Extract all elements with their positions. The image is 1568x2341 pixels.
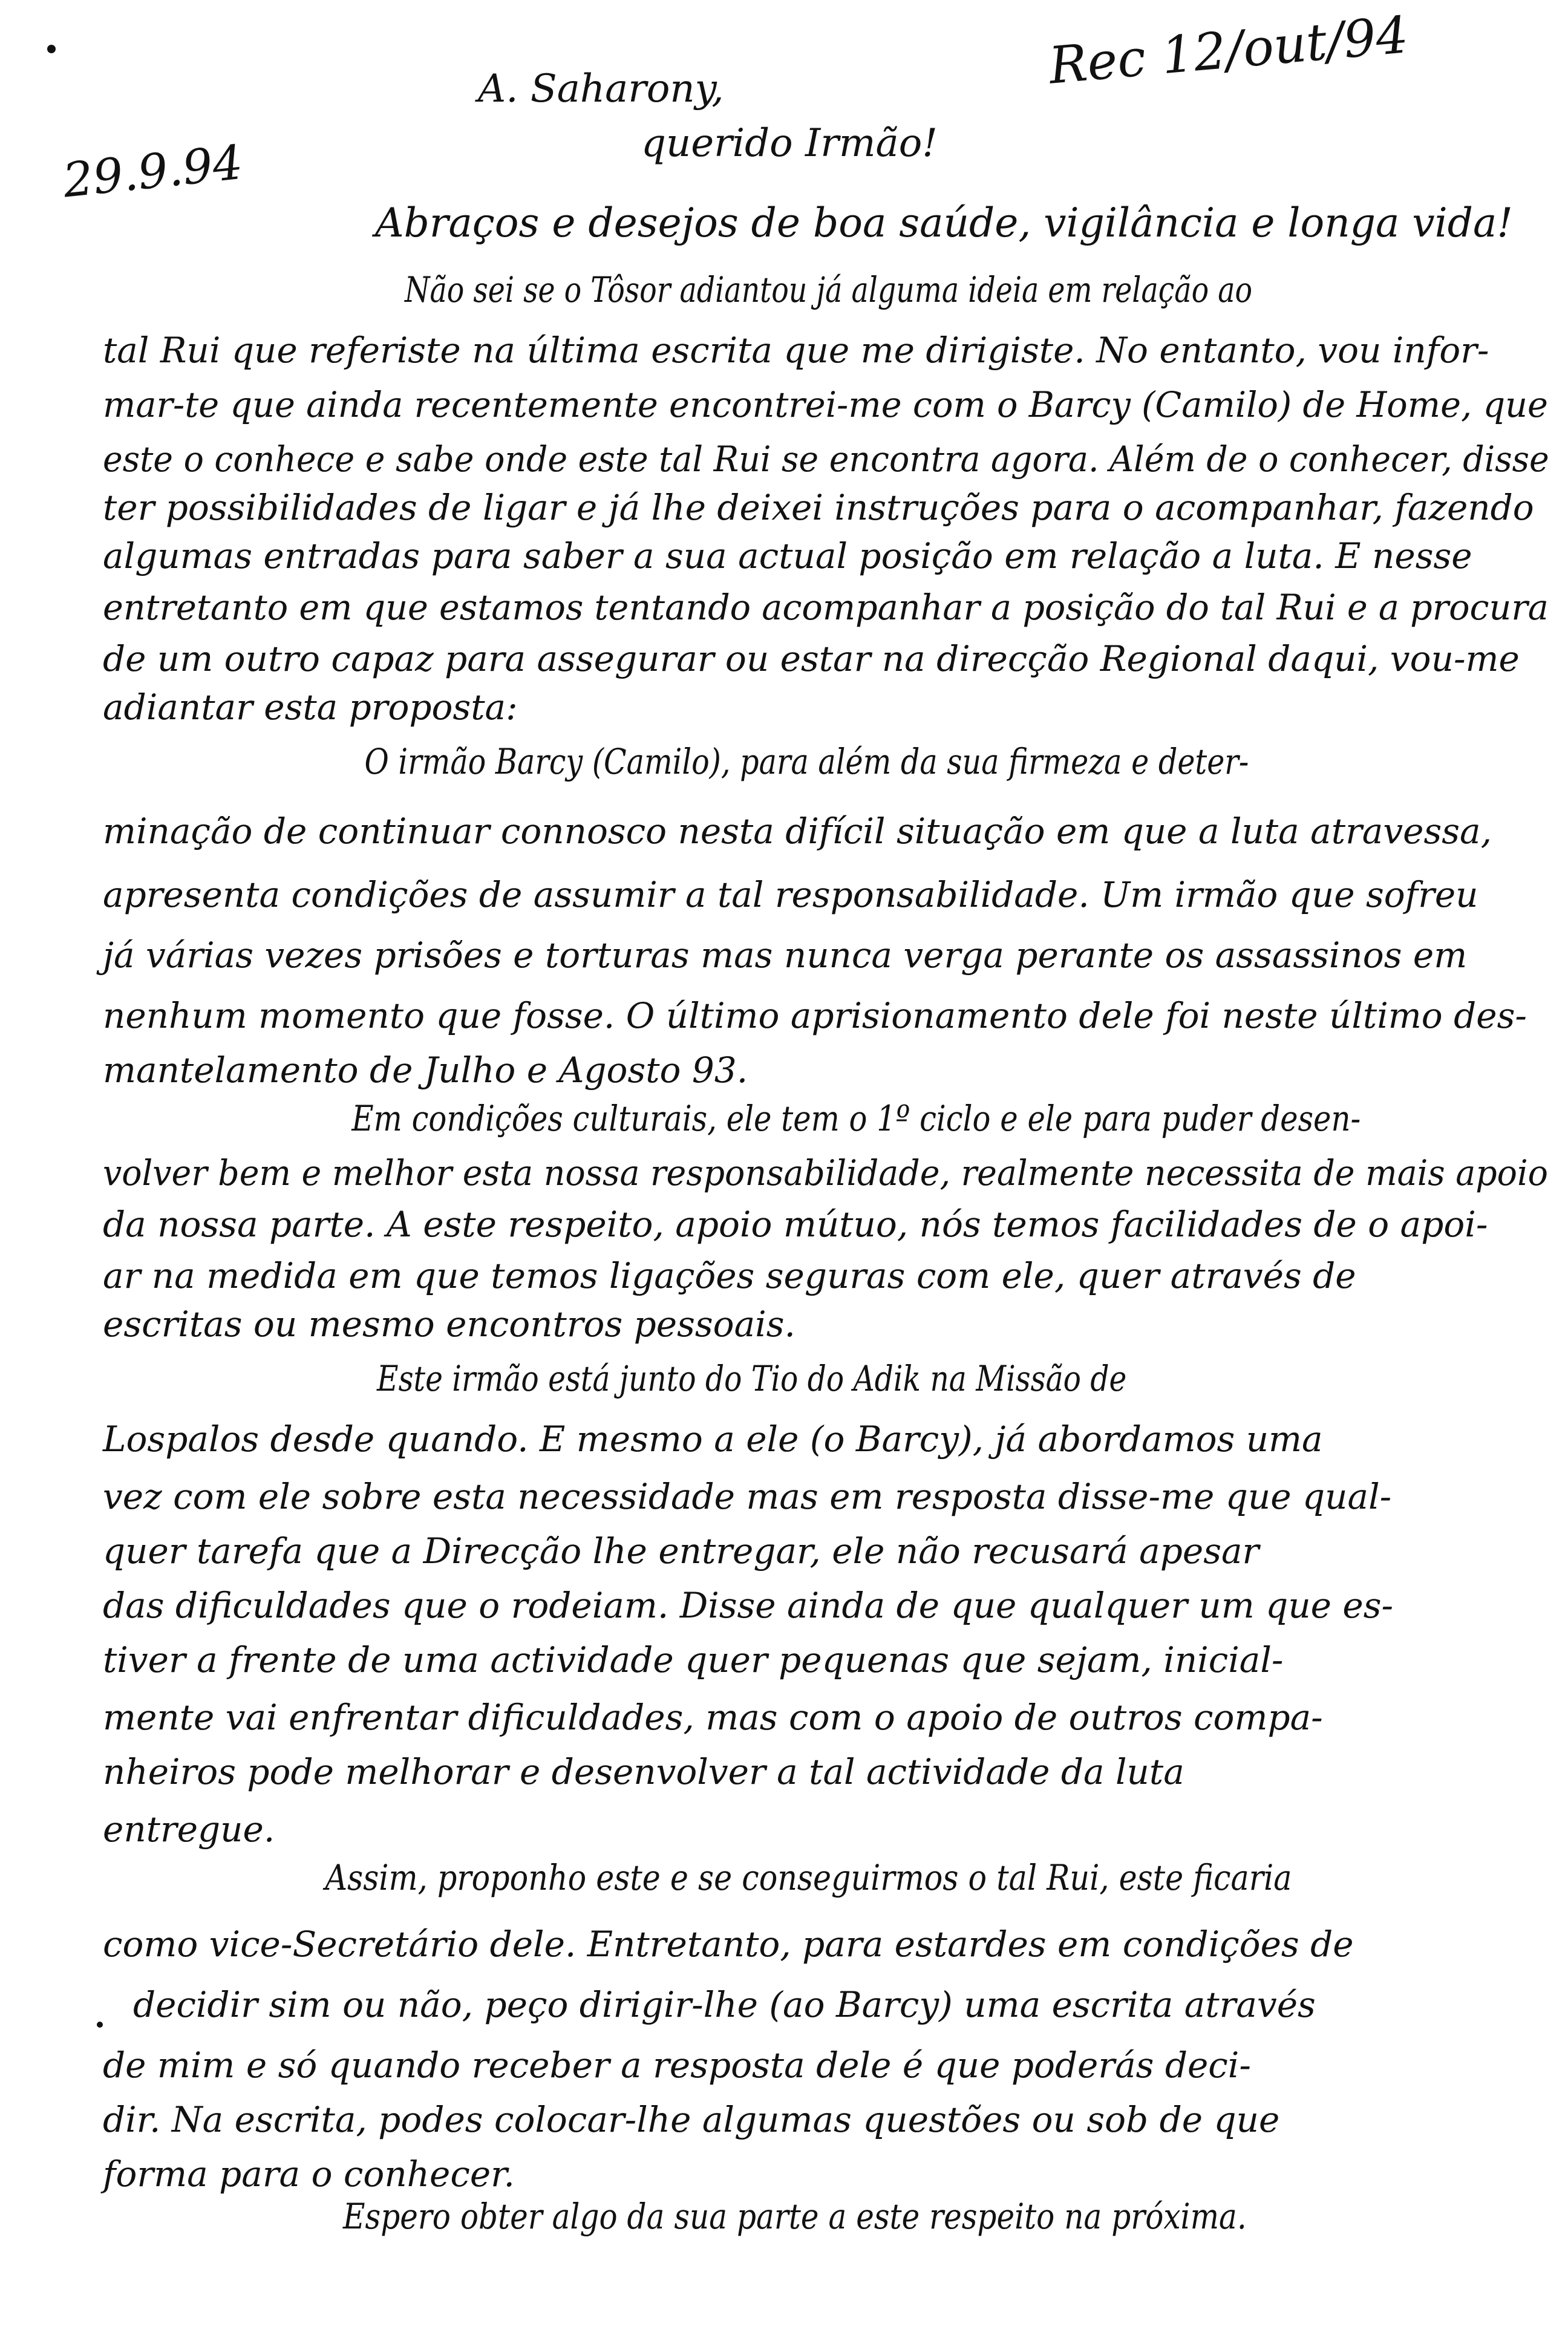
body-line: escritas ou mesmo encontros pessoais. bbox=[103, 1304, 795, 1345]
body-line: apresenta condições de assumir a tal responsabilidade. Um irmão que sofreu bbox=[103, 874, 1478, 915]
body-line: adiantar esta proposta: bbox=[103, 687, 518, 728]
body-line: este o conhece e sabe onde este tal Rui se encontra agora. Além de o conhecer, disse bbox=[103, 439, 1549, 480]
body-line: minação de continuar connosco nesta difícil situação em que a luta atravessa, bbox=[103, 811, 1492, 852]
body-line: ar na medida em que temos ligações seguras com ele, quer através de bbox=[103, 1255, 1356, 1296]
body-line: como vice-Secretário dele. Entretanto, para estardes em condições de bbox=[103, 1924, 1354, 1965]
ink-dot bbox=[97, 2022, 103, 2028]
body-line: algumas entradas para saber a sua actual posição em relação a luta. E nesse bbox=[103, 535, 1472, 576]
body-line: já várias vezes prisões e torturas mas nunca verga perante os assassinos em bbox=[103, 935, 1468, 976]
body-line: mente vai enfrentar dificuldades, mas com o apoio de outros compa- bbox=[103, 1697, 1323, 1738]
body-line: nheiros pode melhorar e desenvolver a tal actividade da luta bbox=[103, 1751, 1184, 1792]
body-line: tal Rui que referiste na última escrita que me dirigiste. No entanto, vou infor- bbox=[103, 330, 1489, 371]
body-line: O irmão Barcy (Camilo), para além da sua firmeza e deter- bbox=[364, 741, 1249, 782]
body-line: das dificuldades que o rodeiam. Disse ainda de que qualquer um que es- bbox=[103, 1585, 1394, 1626]
body-line: Não sei se o Tôsor adiantou já alguma ideia em relação ao bbox=[404, 269, 1253, 310]
body-line: Este irmão está junto do Tio do Adik na Missão de bbox=[377, 1358, 1127, 1399]
body-line: nenhum momento que fosse. O último aprisionamento dele foi neste último des- bbox=[103, 995, 1527, 1036]
body-line: da nossa parte. A este respeito, apoio mútuo, nós temos facilidades de o apoi- bbox=[103, 1204, 1488, 1245]
body-line: quer tarefa que a Direcção lhe entregar, ele não recusará apesar bbox=[103, 1530, 1259, 1572]
body-line: Assim, proponho este e se conseguirmos o tal Rui, este ficaria bbox=[325, 1857, 1292, 1898]
body-line: entregue. bbox=[103, 1809, 275, 1850]
ink-dot bbox=[47, 45, 56, 53]
body-line: decidir sim ou não, peço dirigir-lhe (ao Barcy) uma escrita através bbox=[133, 1984, 1316, 2025]
body-line: de mim e só quando receber a resposta dele é que poderás deci- bbox=[103, 2045, 1251, 2086]
body-line: mar-te que ainda recentemente encontrei-me com o Barcy (Camilo) de Home, que bbox=[103, 384, 1548, 425]
received-note: Rec 12/out/94 bbox=[1047, 5, 1411, 96]
body-line: ter possibilidades de ligar e já lhe deixei instruções para o acompanhar, fazendo bbox=[103, 487, 1534, 528]
body-line: de um outro capaz para assegurar ou estar na direcção Regional daqui, vou-me bbox=[103, 638, 1520, 679]
body-line: mantelamento de Julho e Agosto 93. bbox=[103, 1050, 748, 1091]
body-line: entretanto em que estamos tentando acompanhar a posição do tal Rui e a procura bbox=[103, 587, 1549, 628]
body-line: Espero obter algo da sua parte a este respeito na próxima. bbox=[342, 2196, 1247, 2237]
body-line: dir. Na escrita, podes colocar-lhe algumas questões ou sob de que bbox=[103, 2099, 1280, 2140]
greeting: Abraços e desejos de boa saúde, vigilância e longa vida! bbox=[375, 200, 1513, 246]
recipient-name: A. Saharony, bbox=[478, 67, 724, 111]
body-line: Lospalos desde quando. E mesmo a ele (o Barcy), já abordamos uma bbox=[103, 1419, 1323, 1460]
body-line: volver bem e melhor esta nossa responsabilidade, realmente necessita de mais apoio bbox=[103, 1152, 1548, 1193]
body-line: Em condições culturais, ele tem o 1º ciclo e ele para puder desen- bbox=[351, 1098, 1361, 1139]
letter-date: 29.9.94 bbox=[60, 135, 246, 209]
body-line: vez com ele sobre esta necessidade mas em resposta disse-me que qual- bbox=[103, 1476, 1392, 1517]
body-line: forma para o conhecer. bbox=[103, 2153, 515, 2195]
salutation: querido Irmão! bbox=[641, 121, 938, 166]
body-line: tiver a frente de uma actividade quer pequenas que sejam, inicial- bbox=[103, 1639, 1284, 1680]
